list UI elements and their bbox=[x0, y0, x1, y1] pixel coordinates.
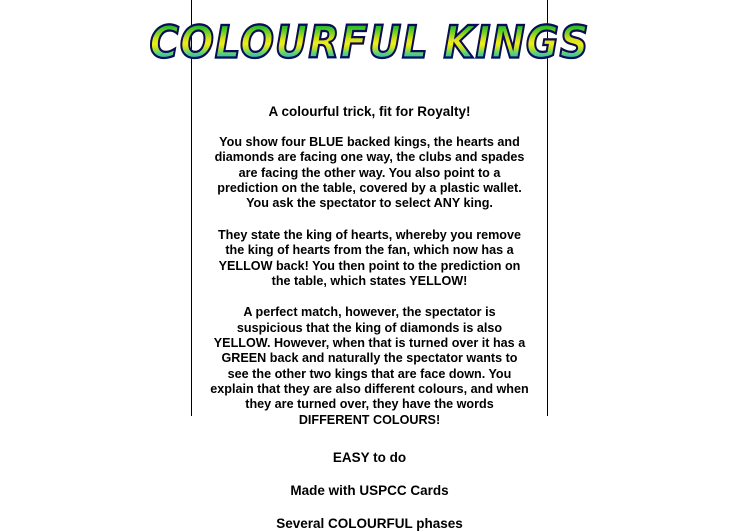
tagline: A colourful trick, fit for Royalty! bbox=[268, 104, 471, 119]
body-paragraph-2: They state the king of hearts, whereby you remove the king of hearts from the fan, which now has a YELLOW back! You then point to the prediction on the table, which states YELLOW! bbox=[217, 227, 522, 288]
page-title: COLOURFUL KINGS bbox=[149, 17, 590, 69]
closing-line-3: Several COLOURFUL phases bbox=[276, 516, 463, 531]
closing-line-2: Made with USPCC Cards bbox=[290, 483, 449, 499]
title-banner bbox=[149, 0, 590, 82]
body-paragraph-3: A perfect match, however, the spectator is suspicious that the king of diamonds is also YELLOW. However, when that is turned over it has a GREEN back and naturally the spectator wants to see the other two kings that are face down. You explain that they are also different colours, and when they are turned over, they have the words DIFFERENT COLOURS! bbox=[210, 305, 529, 427]
closing-line-1: EASY to do bbox=[332, 450, 407, 466]
document-sheet bbox=[149, 0, 590, 531]
body-paragraph-1: You show four BLUE backed kings, the hearts and diamonds are facing one way, the clubs and spades are facing the other way. You also point to a prediction on the table, covered by a plastic wallet. You ask the spectator to select ANY king. bbox=[214, 135, 525, 211]
